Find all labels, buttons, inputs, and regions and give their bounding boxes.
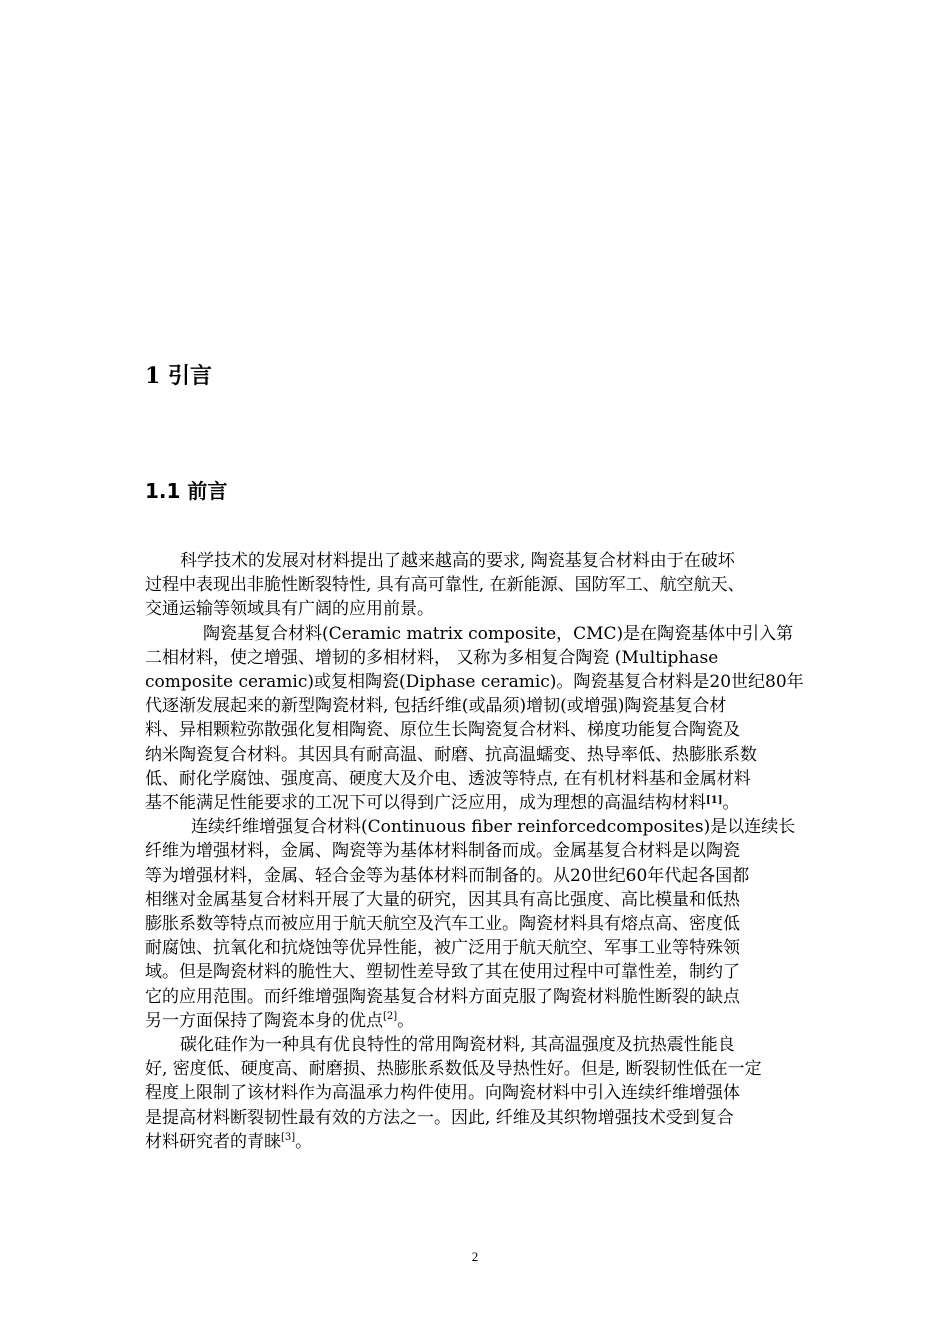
paragraph-1 [145, 549, 805, 622]
text-line: 陶瓷基复合材料(Ceramic matrix composite，CMC)是在陶瓷基体中引入第 [203, 623, 794, 644]
text-run: 另一方面保持了陶瓷本身的优点 [145, 1010, 383, 1031]
section-heading: 1.1 前言 [145, 479, 228, 503]
page-number: 2 [471, 1249, 479, 1264]
sentence-end: 。 [295, 1131, 313, 1152]
paragraph-3 [145, 815, 805, 1033]
text-line: 纤维为增强材料，金属、陶瓷等为基体材料制备而成。金属基复合材料是以陶瓷 [145, 841, 740, 862]
paragraph-2 [145, 622, 805, 816]
sentence-end: 。 [722, 793, 740, 814]
text-line: 科学技术的发展对材料提出了越来越高的要求, 陶瓷基复合材料由于在破坏 [180, 551, 735, 571]
text-line: 交通运输等领域具有广阔的应用前景。 [145, 599, 434, 620]
text-line: 相继对金属基复合材料开展了大量的研究，因其具有高比强度、高比模量和低热 [145, 889, 740, 910]
text-line: 耐腐蚀、抗氧化和抗烧蚀等优异性能，被广泛用于航天航空、军事工业等特殊领 [145, 938, 740, 959]
text-run: 基不能满足性能要求的工况下可以得到广泛应用，成为理想的高温结构材料 [145, 793, 706, 814]
text-run: 材料研究者的青睐 [145, 1131, 281, 1152]
text-line-last [145, 1130, 805, 1154]
text-line: 纳米陶瓷复合材料。其因具有耐高温、耐磨、抗高温蠕变、热导率低、热膨胀系数 [145, 744, 757, 765]
citation-ref-2: [2] [383, 1010, 398, 1022]
text-line: 程度上限制了该材料作为高温承力构件使用。向陶瓷材料中引入连续纤维增强体 [145, 1083, 740, 1104]
text-line: 等为增强材料，金属、轻合金等为基体材料而制备的。从20世纪60年代起各国都 [145, 865, 750, 886]
text-line: 低、耐化学腐蚀、强度高、硬度大及介电、透波等特点, 在有机材料基和金属材料 [145, 768, 751, 789]
text-line: 它的应用范围。而纤维增强陶瓷基复合材料方面克服了陶瓷材料脆性断裂的缺点 [145, 986, 740, 1007]
text-line-last [145, 791, 805, 815]
text-line: 膨胀系数等特点而被应用于航天航空及汽车工业。陶瓷材料具有熔点高、密度低 [145, 914, 740, 935]
text-line: 二相材料，使之增强、增韧的多相材料， 又称为多相复合陶瓷 (Multiphase [145, 647, 719, 668]
sentence-end: 。 [397, 1010, 415, 1031]
text-line-last [145, 1009, 805, 1033]
text-line: composite ceramic)或复相陶瓷(Diphase ceramic)。陶瓷基复合材料是20世纪80年 [145, 672, 804, 693]
text-line: 好, 密度低、硬度高、耐磨损、热膨胀系数低及导热性好。但是, 断裂韧性低在一定 [145, 1059, 762, 1080]
body-text [145, 549, 805, 1154]
paragraph-4 [145, 1033, 805, 1154]
text-line: 连续纤维增强复合材料(Continuous fiber reinforcedcomposites)是以连续长 [191, 817, 796, 838]
text-line: 是提高材料断裂韧性最有效的方法之一。因此, 纤维及其织物增强技术受到复合 [145, 1107, 734, 1128]
text-line: 域。但是陶瓷材料的脆性大、塑韧性差导致了其在使用过程中可靠性差，制约了 [145, 962, 740, 983]
chapter-heading: 1 引言 [145, 363, 212, 389]
text-line: 碳化硅作为一种具有优良特性的常用陶瓷材料, 其高温强度及抗热震性能良 [180, 1035, 735, 1056]
text-line: 代逐渐发展起来的新型陶瓷材料, 包括纤维(或晶须)增韧(或增强)陶瓷基复合材 [145, 696, 727, 717]
text-line: 过程中表现出非脆性断裂特性, 具有高可靠性, 在新能源、国防军工、航空航天、 [145, 575, 745, 596]
citation-ref-3: [3] [281, 1131, 296, 1143]
citation-ref-1: [1] [706, 795, 723, 807]
text-line: 料、异相颗粒弥散强化复相陶瓷、原位生长陶瓷复合材料、梯度功能复合陶瓷及 [145, 720, 740, 741]
